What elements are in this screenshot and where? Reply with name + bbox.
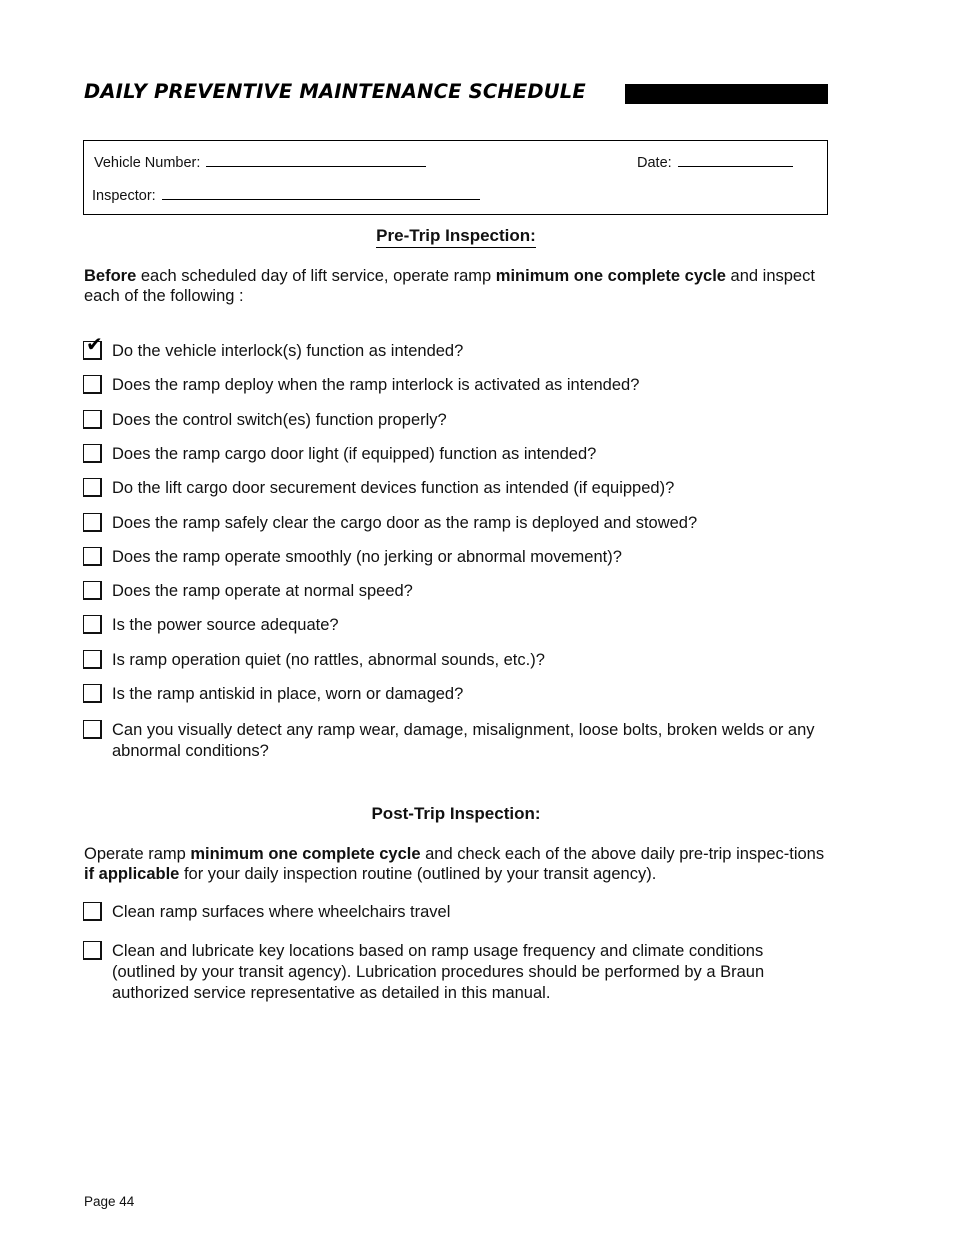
post-trip-instructions xyxy=(84,844,829,884)
checkbox[interactable] xyxy=(83,941,102,960)
pre-trip-instructions xyxy=(84,266,829,306)
checkbox[interactable] xyxy=(83,332,103,360)
instruction-text-run: each scheduled day of lift service, operate ramp xyxy=(136,267,496,285)
inspector-label: Inspector: xyxy=(92,188,156,204)
checklist-item-label: Can you visually detect any ramp wear, damage, misalignment, loose bolts, broken welds or any abnormal conditions? xyxy=(112,721,815,760)
checklist-item-label: Do the vehicle interlock(s) function as intended? xyxy=(112,342,464,360)
checklist-item-label: Does the ramp cargo door light (if equipped) function as intended? xyxy=(112,445,597,463)
instruction-text-run: and check each of the above daily pre-trip inspec-tions xyxy=(420,845,825,863)
checklist-item-label: Does the control switch(es) function properly? xyxy=(112,411,447,429)
checklist-item-label: Does the ramp operate at normal speed? xyxy=(112,582,413,600)
date-label: Date: xyxy=(637,155,672,171)
checklist-item-label: Do the lift cargo door securement devices function as intended (if equipped)? xyxy=(112,479,675,497)
checklist-item-label: Is ramp operation quiet (no rattles, abnormal sounds, etc.)? xyxy=(112,651,545,669)
checkbox[interactable] xyxy=(83,478,102,497)
vehicle-number-input[interactable] xyxy=(206,153,426,167)
checkbox[interactable] xyxy=(83,615,102,634)
checklist-item-label: Clean and lubricate key locations based on ramp usage frequency and climate conditions (outlined by your transit agency). Lubrication procedures should be performed by a Braun authorized service representative as detailed in this manual. xyxy=(112,942,765,1002)
checklist-item-label: Does the ramp safely clear the cargo door as the ramp is deployed and stowed? xyxy=(112,514,698,532)
instruction-text-run: if applicable xyxy=(84,865,180,883)
instruction-text-run: Operate ramp xyxy=(84,845,191,863)
checkbox[interactable] xyxy=(83,902,102,921)
checklist-item-label: Is the ramp antiskid in place, worn or damaged? xyxy=(112,685,464,703)
checkbox[interactable] xyxy=(83,444,102,463)
inspector-field xyxy=(92,186,480,204)
instruction-text-run: and inspect each of the following : xyxy=(84,267,815,305)
checkbox[interactable] xyxy=(83,410,102,429)
instruction-text-run: Before xyxy=(84,267,137,285)
checklist-item-label: Clean ramp surfaces where wheelchairs travel xyxy=(112,903,451,921)
vehicle-number-label: Vehicle Number: xyxy=(94,155,201,171)
instruction-text-run: for your daily inspection routine (outlined by your transit agency). xyxy=(179,865,657,883)
page-title: DAILY PREVENTIVE MAINTENANCE SCHEDULE xyxy=(84,80,586,103)
inspector-input[interactable] xyxy=(162,186,480,200)
checklist-item-label: Does the ramp deploy when the ramp interlock is activated as intended? xyxy=(112,376,640,394)
checklist-item-label: Is the power source adequate? xyxy=(112,616,339,634)
title-decoration-bar xyxy=(625,84,828,104)
checkbox[interactable] xyxy=(83,513,102,532)
pre-trip-heading xyxy=(0,226,912,248)
post-trip-heading-text: Post-Trip Inspection: xyxy=(371,804,541,823)
checkbox[interactable] xyxy=(83,650,102,669)
check-icon: ✔ xyxy=(86,332,103,356)
title-row xyxy=(84,80,828,106)
date-field xyxy=(637,153,793,171)
date-input[interactable] xyxy=(678,153,793,167)
checkbox[interactable] xyxy=(83,684,102,703)
vehicle-number-field xyxy=(94,153,426,171)
checkbox[interactable] xyxy=(83,547,102,566)
instruction-text-run: minimum one complete cycle xyxy=(495,267,726,285)
instruction-text-run: minimum one complete cycle xyxy=(190,845,421,863)
checkbox[interactable] xyxy=(83,375,102,394)
page-number: Page 44 xyxy=(84,1194,135,1209)
vehicle-info-box xyxy=(83,140,828,215)
post-trip-heading xyxy=(0,804,912,824)
pre-trip-heading-text: Pre-Trip Inspection: xyxy=(376,226,536,248)
checkbox[interactable] xyxy=(83,581,102,600)
checkbox[interactable] xyxy=(83,720,102,739)
checklist-item-label: Does the ramp operate smoothly (no jerking or abnormal movement)? xyxy=(112,548,622,566)
